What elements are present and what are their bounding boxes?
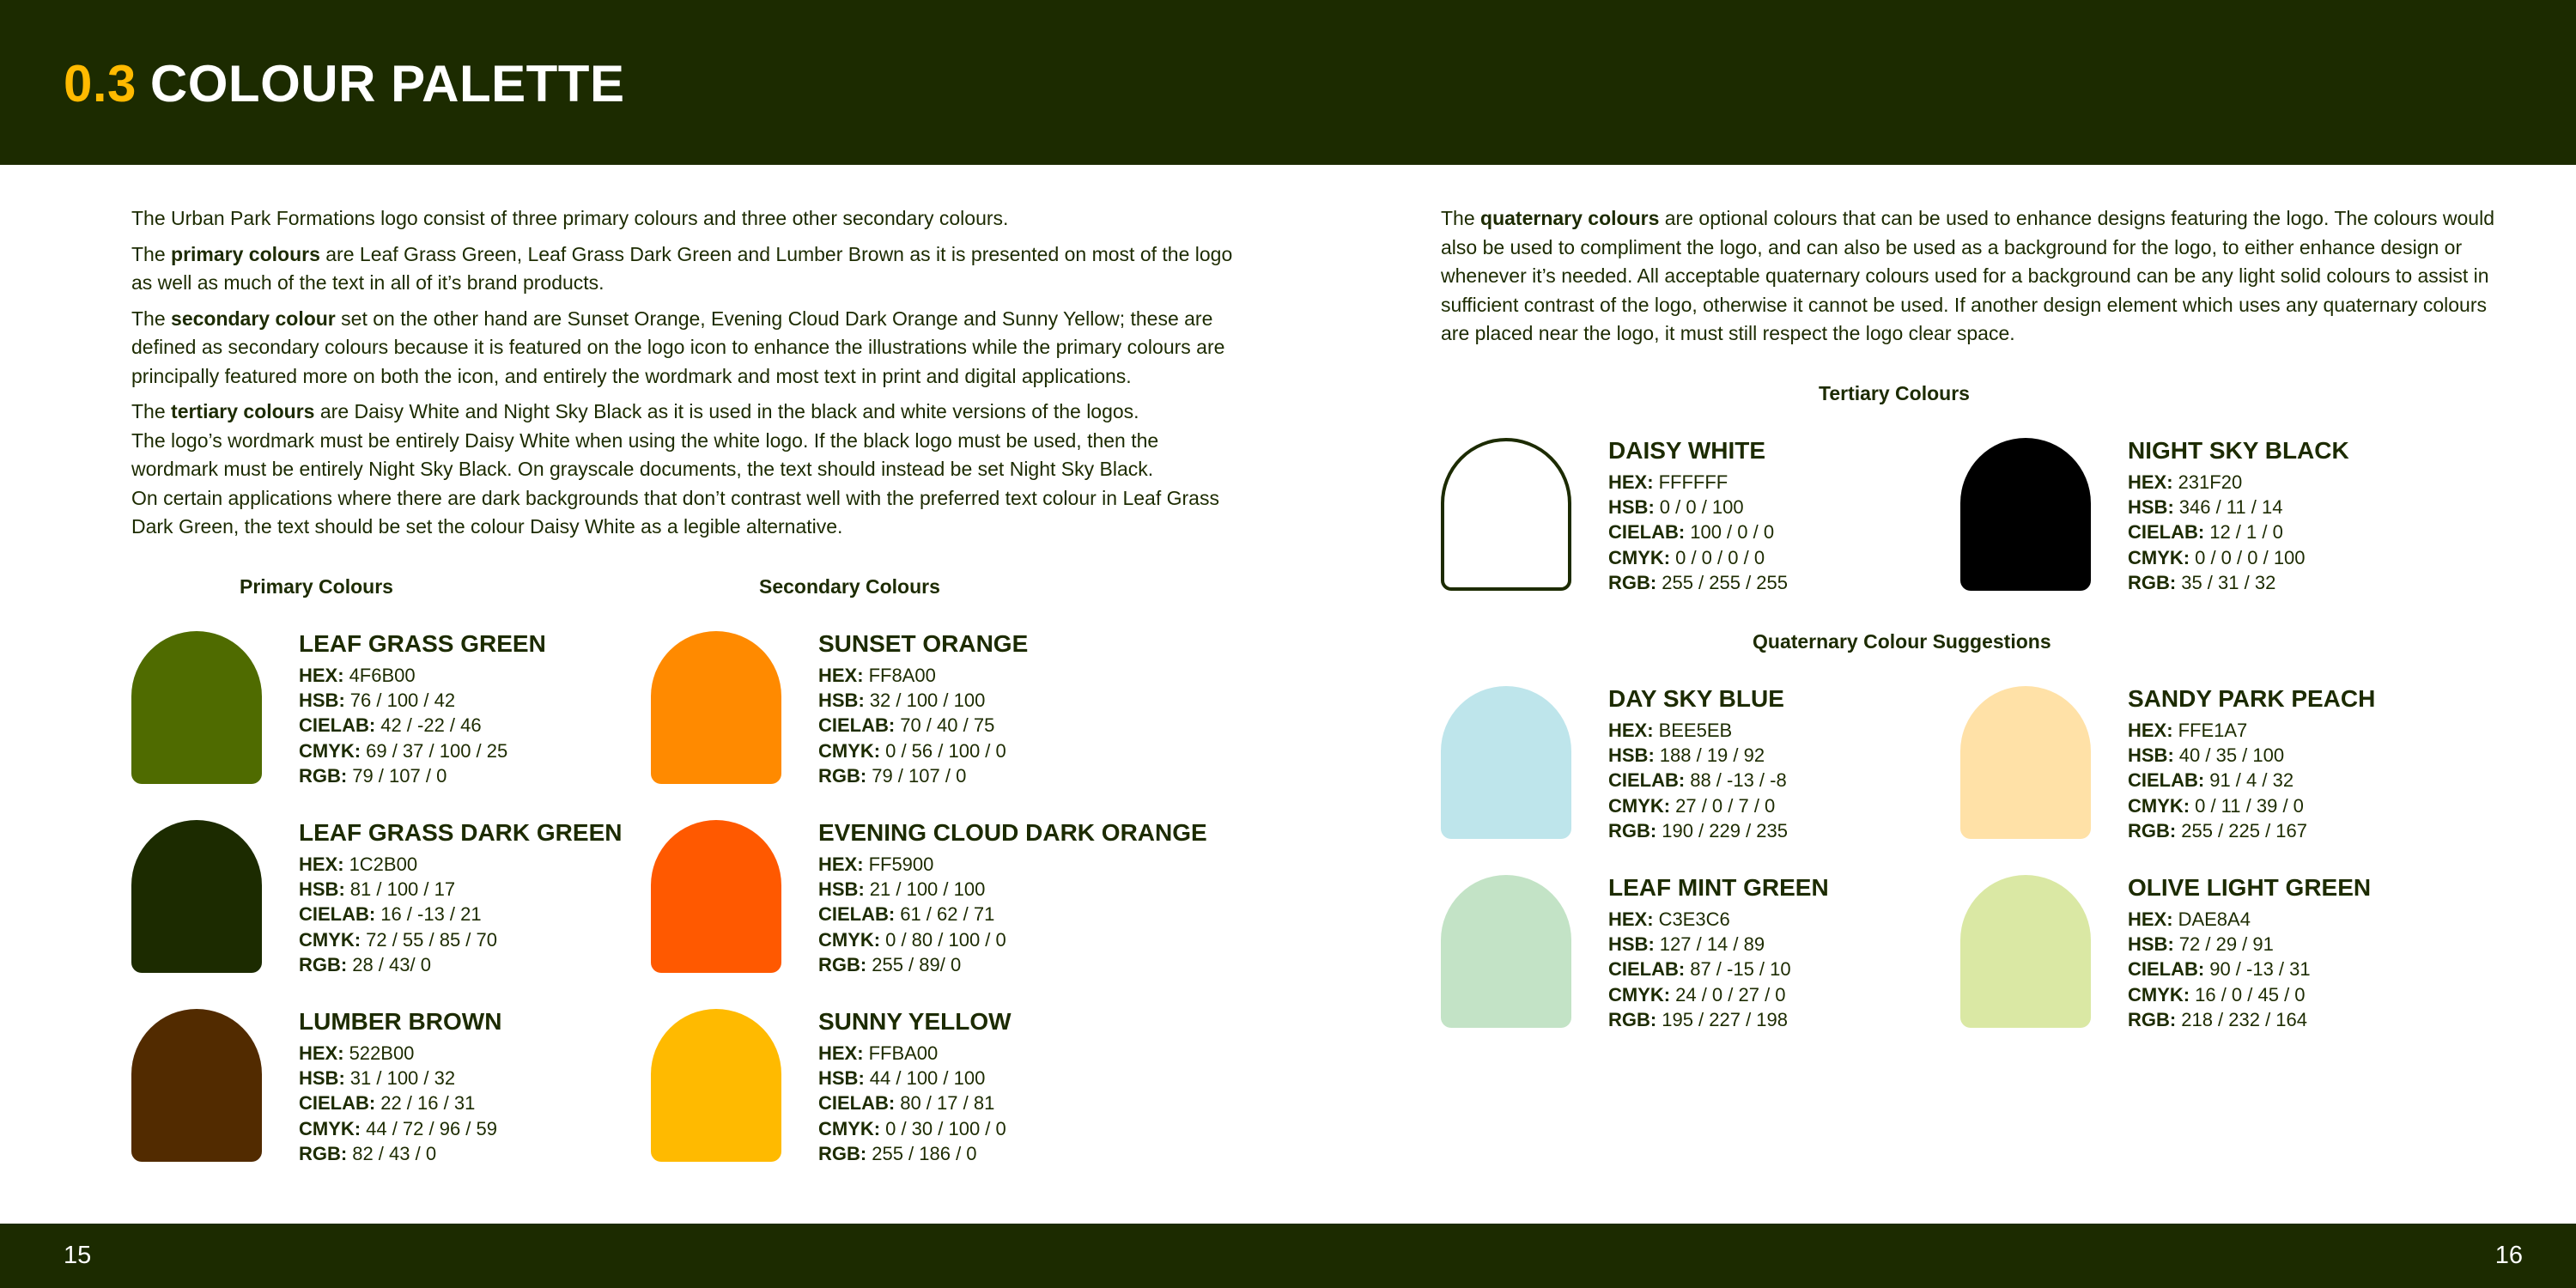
rgb-value: RGB: 82 / 43 / 0: [299, 1142, 437, 1164]
tertiary-colours-heading: Tertiary Colours: [1819, 382, 1970, 404]
colour-card-sunny-yellow: [651, 1009, 1166, 1172]
colour-swatch: [1960, 686, 2091, 839]
cielab-value: CIELAB: 42 / -22 / 46: [299, 714, 482, 737]
colour-name: EVENING CLOUD DARK ORANGE: [818, 819, 1207, 846]
colour-card-sunset-orange: [651, 631, 1166, 794]
colour-swatch: [1441, 438, 1571, 591]
hex-value: HEX: 4F6B00: [299, 665, 416, 686]
colour-swatch: [131, 1009, 262, 1162]
quaternary-description: [1441, 204, 2518, 355]
colour-swatch: [651, 631, 781, 784]
intro-paragraph: The primary colours are Leaf Grass Green, Leaf Grass Dark Green and Lumber Brown as it is presented on most of the logo as well as much of the text in all of it’s brand products.: [131, 242, 1233, 294]
primary-secondary-description: [131, 204, 1235, 542]
intro-paragraph: The quaternary colours are optional colours that can be used to enhance designs featuring the logo. The colours would also be used to compliment the logo, and can also be used as a background for the logo, to either enhance design or whenever it’s needed. All acceptable quaternary colours used for a background can be any light solid colours to assist in sufficient contrast of the logo, otherwise it cannot be used. If another design element which uses any quaternary colours are placed near the logo, it must still respect the logo clear space.: [1441, 207, 2494, 344]
colour-swatch: [651, 1009, 781, 1162]
hex-value: HEX: FF8A00: [818, 665, 936, 686]
colour-info: [299, 817, 622, 977]
hex-value: HEX: FFBA00: [818, 1042, 939, 1064]
page-footer: [0, 1224, 2576, 1288]
rgb-value: RGB: 255 / 255 / 255: [1608, 571, 1789, 593]
colour-card-lumber-brown: [131, 1009, 647, 1172]
colour-name: NIGHT SKY BLACK: [2128, 437, 2349, 464]
cmyk-value: CMYK: 0 / 11 / 39 / 0: [2128, 794, 2304, 817]
colour-name: SUNNY YELLOW: [818, 1008, 1012, 1035]
cmyk-value: CMYK: 0 / 0 / 0 / 100: [2128, 546, 2306, 568]
colour-card-leaf-grass-green: [131, 631, 647, 794]
rgb-value: RGB: 255 / 225 / 167: [2128, 819, 2308, 841]
rgb-value: RGB: 28 / 43/ 0: [299, 953, 431, 975]
cmyk-value: CMYK: 16 / 0 / 45 / 0: [2128, 983, 2306, 1005]
colour-card-sandy-park-peach: [1960, 686, 2476, 849]
page-number-right: 16: [2494, 1242, 2523, 1269]
hex-value: HEX: DAE8A4: [2128, 908, 2251, 930]
cielab-value: CIELAB: 100 / 0 / 0: [1608, 521, 1775, 544]
hsb-value: HSB: 0 / 0 / 100: [1608, 496, 1744, 519]
hsb-value: HSB: 44 / 100 / 100: [818, 1067, 986, 1090]
intro-paragraph: The logo’s wordmark must be entirely Daisy White when using the white logo. If the black logo must be used, then the wordmark must be entirely Night Sky Black. On grayscale documents, the text should instead be set Night Sky Black.: [131, 428, 1159, 480]
colour-info: [1608, 872, 1829, 1032]
section-number: 0.3: [64, 55, 137, 112]
emphasis: secondary colour: [171, 307, 336, 330]
cielab-value: CIELAB: 80 / 17 / 81: [818, 1092, 995, 1115]
rgb-value: RGB: 195 / 227 / 198: [1608, 1008, 1789, 1030]
cmyk-value: CMYK: 0 / 0 / 0 / 0: [1608, 546, 1765, 568]
emphasis: quaternary colours: [1480, 207, 1660, 229]
hsb-value: HSB: 31 / 100 / 32: [299, 1067, 456, 1090]
colour-info: [2128, 435, 2349, 595]
page-title: [64, 50, 624, 118]
hex-value: HEX: 522B00: [299, 1042, 415, 1064]
quaternary-colours-heading: Quaternary Colour Suggestions: [1753, 630, 2051, 653]
colour-swatch: [131, 631, 262, 784]
cmyk-value: CMYK: 27 / 0 / 7 / 0: [1608, 794, 1776, 817]
cielab-value: CIELAB: 22 / 16 / 31: [299, 1092, 476, 1115]
rgb-value: RGB: 218 / 232 / 164: [2128, 1008, 2308, 1030]
colour-info: [1608, 435, 1788, 595]
cielab-value: CIELAB: 88 / -13 / -8: [1608, 769, 1787, 792]
colour-card-daisy-white: [1441, 438, 1956, 601]
colour-info: [818, 629, 1028, 788]
colour-name: LUMBER BROWN: [299, 1008, 502, 1035]
intro-paragraph: The secondary colour set on the other hand are Sunset Orange, Evening Cloud Dark Orange and Sunny Yellow; these are defined as secondary colours because it is featured on the logo icon to enhance the illustrations while the primary colours are principally featured more on both the icon, and entirely the wordmark and most text in print and digital applications.: [131, 307, 1225, 387]
colour-name: SUNSET ORANGE: [818, 630, 1029, 657]
emphasis: primary colours: [171, 242, 320, 265]
hsb-value: HSB: 72 / 29 / 91: [2128, 933, 2274, 956]
colour-name: DAY SKY BLUE: [1608, 685, 1784, 712]
intro-paragraph: On certain applications where there are dark backgrounds that don’t contrast well with the preferred text colour in Leaf Grass Dark Green, the text should be set the colour Daisy White as a legible alternative.: [131, 486, 1219, 538]
colour-info: [2128, 872, 2371, 1032]
colour-name: SANDY PARK PEACH: [2128, 685, 2376, 712]
colour-card-day-sky-blue: [1441, 686, 1956, 849]
hsb-value: HSB: 188 / 19 / 92: [1608, 744, 1765, 767]
rgb-value: RGB: 79 / 107 / 0: [299, 764, 447, 787]
emphasis: tertiary colours: [171, 400, 315, 422]
colour-info: [299, 1006, 501, 1166]
hsb-value: HSB: 21 / 100 / 100: [818, 878, 986, 901]
cmyk-value: CMYK: 44 / 72 / 96 / 59: [299, 1117, 498, 1139]
hex-value: HEX: 231F20: [2128, 471, 2243, 493]
cielab-value: CIELAB: 90 / -13 / 31: [2128, 958, 2311, 981]
hsb-value: HSB: 32 / 100 / 100: [818, 690, 986, 712]
rgb-value: RGB: 190 / 229 / 235: [1608, 819, 1789, 841]
cielab-value: CIELAB: 61 / 62 / 71: [818, 903, 995, 926]
intro-paragraph: The Urban Park Formations logo consist of three primary colours and three other secondary colours.: [131, 207, 1009, 229]
colour-name: LEAF MINT GREEN: [1608, 874, 1829, 901]
cielab-value: CIELAB: 16 / -13 / 21: [299, 903, 482, 926]
colour-card-leaf-grass-dark-green: [131, 820, 647, 983]
page-header: [0, 0, 2576, 165]
hex-value: HEX: FFFFFF: [1608, 471, 1728, 493]
rgb-value: RGB: 79 / 107 / 0: [818, 764, 967, 787]
colour-info: [818, 1006, 1012, 1166]
colour-name: OLIVE LIGHT GREEN: [2128, 874, 2372, 901]
colour-info: [299, 629, 546, 788]
colour-swatch: [1960, 438, 2091, 591]
title-text: COLOUR PALETTE: [149, 55, 625, 112]
colour-card-evening-cloud-dark-orange: [651, 819, 1207, 983]
cmyk-value: CMYK: 0 / 56 / 100 / 0: [818, 739, 1006, 762]
cielab-value: CIELAB: 91 / 4 / 32: [2128, 769, 2294, 792]
cmyk-value: CMYK: 69 / 37 / 100 / 25: [299, 739, 508, 762]
hsb-value: HSB: 127 / 14 / 89: [1608, 933, 1765, 956]
intro-paragraph: The tertiary colours are Daisy White and Night Sky Black as it is used in the black and white versions of the logos.: [131, 400, 1139, 422]
hex-value: HEX: FF5900: [818, 854, 934, 875]
cielab-value: CIELAB: 87 / -15 / 10: [1608, 958, 1791, 981]
rgb-value: RGB: 255 / 89/ 0: [818, 953, 962, 975]
hex-value: HEX: FFE1A7: [2128, 720, 2248, 741]
colour-card-leaf-mint-green: [1441, 875, 1956, 1038]
hex-value: HEX: BEE5EB: [1608, 720, 1733, 741]
rgb-value: RGB: 255 / 186 / 0: [818, 1142, 977, 1164]
colour-info: [1608, 683, 1788, 843]
cmyk-value: CMYK: 72 / 55 / 85 / 70: [299, 928, 498, 951]
colour-name: DAISY WHITE: [1608, 437, 1766, 464]
rgb-value: RGB: 35 / 31 / 32: [2128, 571, 2276, 593]
hex-value: HEX: C3E3C6: [1608, 908, 1730, 930]
colour-name: LEAF GRASS GREEN: [299, 630, 546, 657]
colour-swatch: [651, 820, 781, 973]
colour-swatch: [131, 820, 262, 973]
page-number-left: 15: [64, 1242, 92, 1269]
colour-name: LEAF GRASS DARK GREEN: [299, 819, 623, 846]
hsb-value: HSB: 40 / 35 / 100: [2128, 744, 2285, 767]
colour-swatch: [1960, 875, 2091, 1028]
secondary-colours-heading: Secondary Colours: [759, 575, 940, 598]
cmyk-value: CMYK: 0 / 30 / 100 / 0: [818, 1117, 1006, 1139]
hex-value: HEX: 1C2B00: [299, 854, 418, 875]
colour-swatch: [1441, 686, 1571, 839]
colour-info: [818, 817, 1207, 977]
hsb-value: HSB: 346 / 11 / 14: [2128, 496, 2283, 519]
colour-card-night-sky-black: [1960, 438, 2476, 601]
primary-colours-heading: Primary Colours: [240, 575, 393, 598]
cielab-value: CIELAB: 70 / 40 / 75: [818, 714, 995, 737]
colour-card-olive-light-green: [1960, 875, 2476, 1038]
cmyk-value: CMYK: 0 / 80 / 100 / 0: [818, 928, 1006, 951]
colour-info: [2128, 683, 2375, 843]
cmyk-value: CMYK: 24 / 0 / 27 / 0: [1608, 983, 1786, 1005]
colour-swatch: [1441, 875, 1571, 1028]
cielab-value: CIELAB: 12 / 1 / 0: [2128, 521, 2283, 544]
hsb-value: HSB: 76 / 100 / 42: [299, 690, 456, 712]
hsb-value: HSB: 81 / 100 / 17: [299, 878, 456, 901]
